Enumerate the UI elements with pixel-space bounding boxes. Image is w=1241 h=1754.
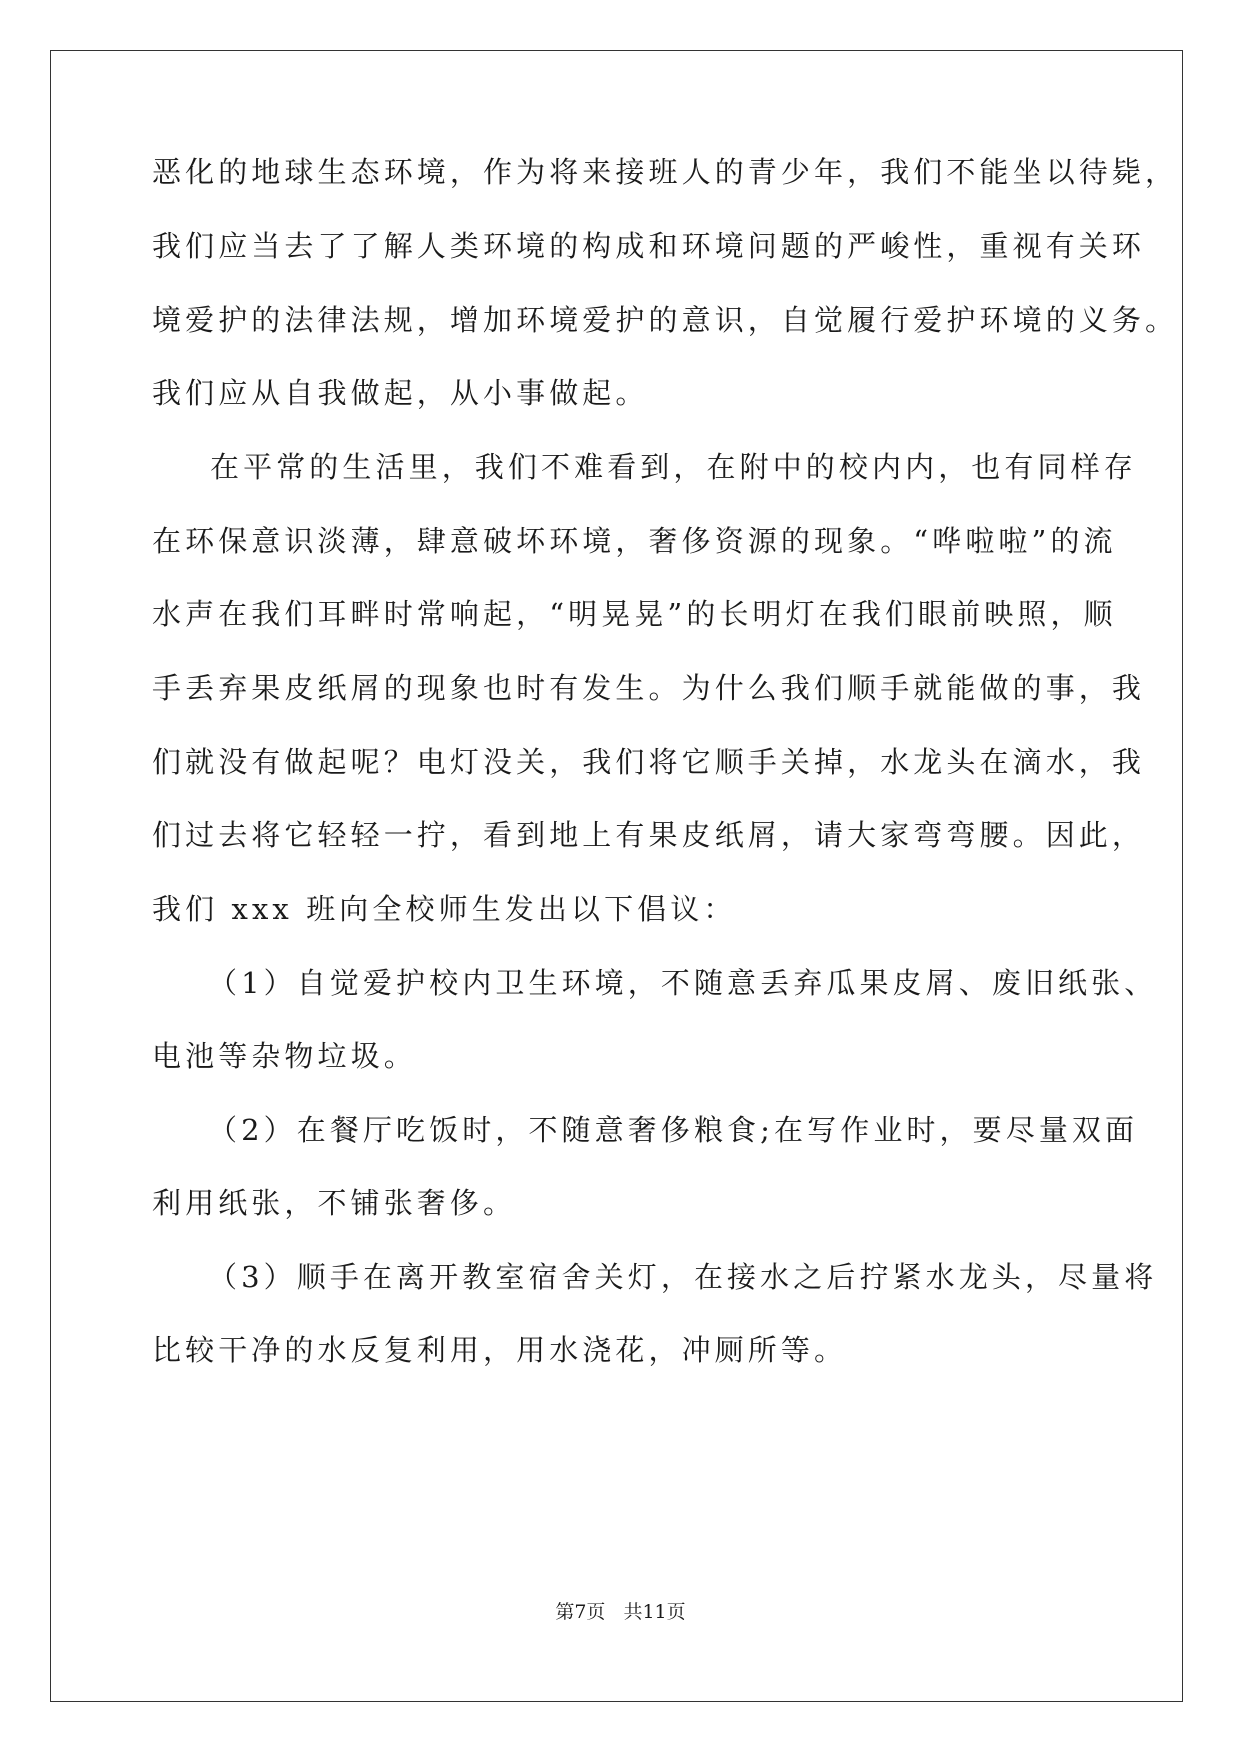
text-line: 水声在我们耳畔时常响起，“明晃晃”的长明灯在我们眼前映照，顺 bbox=[152, 597, 1117, 631]
text-line: 比较干净的水反复利用，用水浇花，冲厕所等。 bbox=[152, 1333, 848, 1367]
text-line: 们过去将它轻轻一拧，看到地上有果皮纸屑，请大家弯弯腰。因此， bbox=[152, 818, 1146, 852]
text-line: 我们 xxx 班向全校师生发出以下倡议： bbox=[152, 892, 737, 926]
text-line: 境爱护的法律法规，增加环境爱护的意识，自觉履行爱护环境的义务。 bbox=[152, 303, 1179, 337]
text-line: 我们应从自我做起，从小事做起。 bbox=[152, 376, 649, 410]
page-number-current: 第7页 bbox=[555, 1601, 606, 1623]
text-line-indented: （2）在餐厅吃饭时，不随意奢侈粮食;在写作业时，要尽量双面 bbox=[208, 1113, 1139, 1147]
text-line: 我们应当去了了解人类环境的构成和环境问题的严峻性，重视有关环 bbox=[152, 229, 1146, 263]
page-number-total: 共11页 bbox=[623, 1601, 686, 1623]
text-line: 恶化的地球生态环境，作为将来接班人的青少年，我们不能坐以待毙， bbox=[152, 155, 1179, 189]
text-line-indented: （3）顺手在离开教室宿舍关灯，在接水之后拧紧水龙头，尽量将 bbox=[208, 1260, 1158, 1294]
text-line: 利用纸张，不铺张奢侈。 bbox=[152, 1186, 517, 1220]
text-line: 电池等杂物垃圾。 bbox=[152, 1039, 417, 1073]
text-line: 在环保意识淡薄，肆意破坏环境，奢侈资源的现象。“哗啦啦”的流 bbox=[152, 524, 1117, 558]
text-line: 们就没有做起呢？电灯没关，我们将它顺手关掉，水龙头在滴水，我 bbox=[152, 745, 1146, 779]
text-line: 手丢弃果皮纸屑的现象也时有发生。为什么我们顺手就能做的事，我 bbox=[152, 671, 1146, 705]
text-line-indented: 在平常的生活里，我们不难看到，在附中的校内内，也有同样存 bbox=[210, 450, 1137, 484]
text-line-indented: （1）自觉爱护校内卫生环境，不随意丢弃瓜果皮屑、废旧纸张、 bbox=[208, 966, 1158, 1000]
page-footer bbox=[0, 1600, 1241, 1624]
page-border bbox=[50, 50, 1183, 1702]
